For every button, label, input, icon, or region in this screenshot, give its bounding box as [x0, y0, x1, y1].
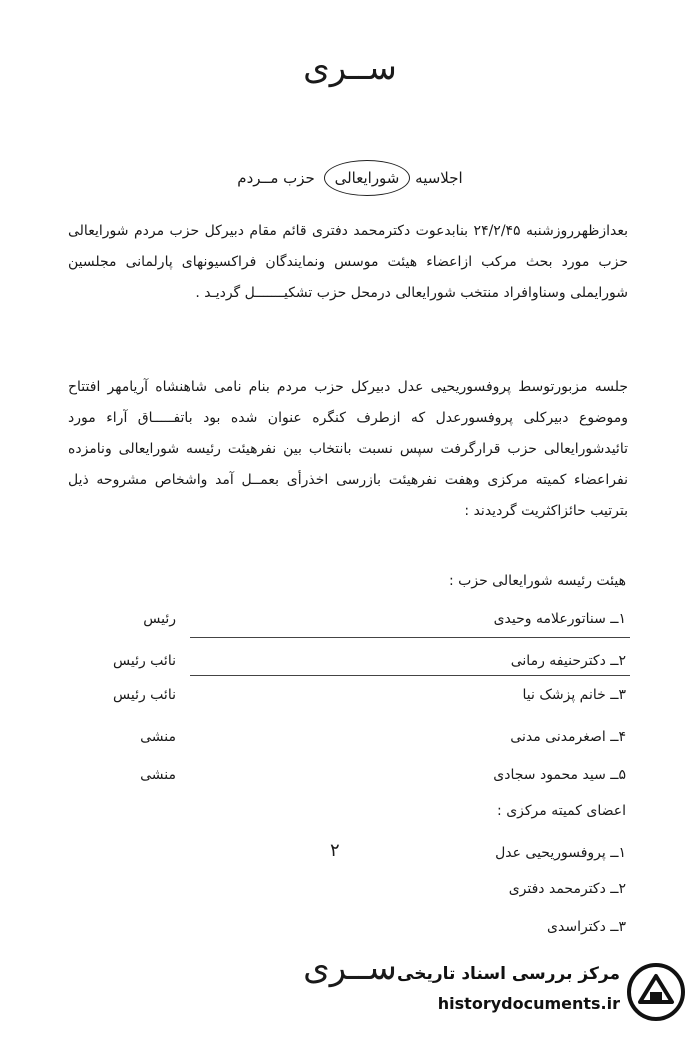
presidium-row: [66, 680, 626, 710]
document-title: [200, 160, 500, 196]
member-name: ۵ــ سید محمود سجادی: [493, 767, 626, 783]
title-suffix: حزب مــردم: [237, 169, 315, 187]
presidium-heading: هیئت رئیسه شورایعالی حزب :: [449, 573, 626, 589]
member-name: ۳ــ خانم پزشک نیا: [522, 687, 626, 703]
member-name: ۳ــ دکتراسدی: [547, 919, 626, 935]
member-role: نائب رئیس: [113, 687, 176, 703]
title-prefix: اجلاسیه: [415, 169, 463, 187]
presidium-row: [66, 760, 626, 790]
member-role: نائب رئیس: [113, 653, 176, 669]
watermark: [396, 958, 686, 1030]
committee-row: [66, 838, 626, 868]
divider-line: [190, 637, 630, 638]
title-circled-word: شورایعالی: [324, 160, 411, 196]
presidium-row: [66, 604, 626, 634]
presidium-row: [66, 722, 626, 752]
member-name: ۲ــ دکترحنیفه رمانی: [510, 653, 626, 669]
member-name: ۱ــ پروفسوریحیی عدل: [495, 845, 626, 861]
watermark-url: historydocuments.ir: [437, 994, 620, 1013]
member-name: ۲ــ دکترمحمد دفتری: [508, 881, 626, 897]
member-role: منشی: [140, 767, 176, 783]
member-role: منشی: [140, 729, 176, 745]
classification-stamp-bottom: ســری: [303, 948, 397, 988]
watermark-name: مرکز بررسی اسناد تاریخی: [397, 964, 620, 984]
member-name: ۱ــ سناتورعلامه وحیدی: [493, 611, 626, 627]
divider-line: [190, 675, 630, 676]
member-name: ۴ــ اصغرمدنی مدنی: [510, 729, 626, 745]
classification-stamp-top: ســری: [303, 48, 397, 88]
paragraph-1: بعدازظهرروزشنبه ۲۴/۲/۴۵ بنابدعوت دکترمحمد دفتری قائم مقام دبیرکل حزب مردم شورایعالی حزب مورد بحث مرکب ازاعضاء هیئت موسس ونمایندگان فراکسیونهای پارلمانی مجلسین شورایملی وسناوافراد منتخب شورایعالی درمحل حزب تشکیـــــــل گردیـد .: [68, 223, 628, 301]
page-number: ۲: [330, 840, 340, 861]
committee-row: [66, 912, 626, 942]
presidium-row: [66, 646, 626, 676]
member-role: رئیس: [143, 611, 176, 627]
committee-heading: اعضای کمیته مرکزی :: [497, 803, 626, 819]
committee-row: [66, 874, 626, 904]
archive-logo-icon: [626, 962, 686, 1022]
paragraph-2: جلسه مزبورتوسط پروفسوریحیی عدل دبیرکل حزب مردم بنام نامی شاهنشاه آریامهر افتتاح وموضوع دبیرکلی پروفسورعدل که ازطرف کنگره عنوان شده بود باتفـــــاق آراء مورد تائیدشورایعالی حزب قرارگرفت سپس نسبت بانتخاب بین نفرهیئت رئیسه شورایعالی ونامزده نفراعضاء کمیته مرکزی وهفت نفرهیئت بازرسی اخذرأی بعمــل آمد واشخاص مشروحه ذیل بترتیب حائزاکثریت گردیدند :: [68, 379, 628, 519]
